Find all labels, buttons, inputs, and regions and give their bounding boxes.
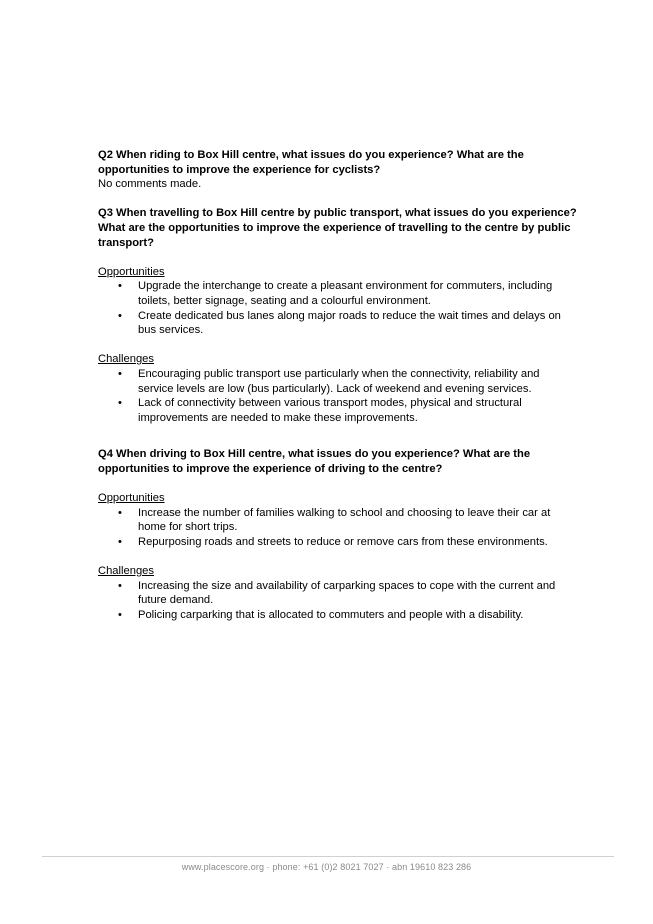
q3-question: Q3 When travelling to Box Hill centre by public transport, what issues do you experience? What are the opportunities to improve the experience of travelling to the centre by public transport? (98, 207, 577, 249)
footer-divider (42, 856, 614, 857)
bullet-icon: • (118, 506, 122, 519)
page-footer: www.placescore.org · phone: +61 (0)2 8021 7027 · abn 19610 823 286 (181, 862, 472, 872)
list-item: • Policing carparking that is allocated to commuters and people with a disability. (118, 608, 524, 621)
q3-opportunities-list (98, 279, 578, 337)
q2-question: Q2 When riding to Box Hill centre, what issues do you experience? What are the opportunities to improve the experience for cyclists? (98, 149, 524, 176)
bullet-icon: • (118, 608, 122, 621)
list-item: • Repurposing roads and streets to reduce or remove cars from these environments. (118, 535, 548, 548)
bullet-icon: • (118, 579, 122, 592)
bullet-icon: • (118, 280, 122, 293)
list-item: • Increasing the size and availability of carparking spaces to cope with the current and future demand. (118, 579, 556, 607)
bullet-icon: • (118, 309, 122, 322)
list-item: • Increase the number of families walking to school and choosing to leave their car at home for short trips. (118, 506, 551, 534)
list-item: • Create dedicated bus lanes along major roads to reduce the wait times and delays on bus services. (118, 309, 561, 337)
q4-opportunities-heading: Opportunities (98, 492, 165, 505)
q3-challenges-list (98, 367, 578, 425)
bullet-icon: • (118, 367, 122, 380)
q4-opportunities-list (98, 506, 578, 550)
list-item: • Upgrade the interchange to create a pleasant environment for commuters, including toilets, better signage, seating and a colourful environment. (118, 280, 553, 307)
q3-opportunities-heading: Opportunities (98, 265, 165, 278)
list-item: • Lack of connectivity between various transport modes, physical and structural improvements are needed to make these improvements. (118, 397, 522, 424)
q2-answer: No comments made. (98, 178, 202, 191)
q4-challenges-heading: Challenges (98, 565, 154, 578)
q3-challenges-heading: Challenges (98, 353, 154, 366)
bullet-icon: • (118, 535, 122, 548)
q4-question: Q4 When driving to Box Hill centre, what issues do you experience? What are the opportunities to improve the experience of driving to the centre? (98, 448, 531, 475)
q4-challenges-list (98, 579, 578, 623)
bullet-icon: • (118, 397, 122, 410)
document-body (98, 148, 578, 622)
list-item: • Encouraging public transport use particularly when the connectivity, reliability and service levels are low (bus particularly). Lack of weekend and evening services. (118, 367, 540, 395)
